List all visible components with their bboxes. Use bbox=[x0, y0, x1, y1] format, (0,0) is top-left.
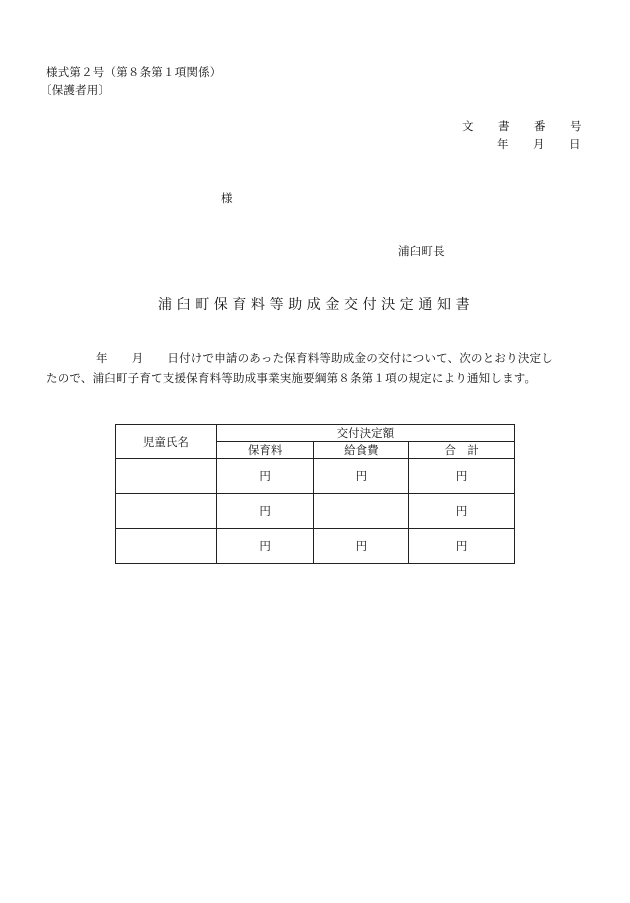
body-line-2: たので、浦臼町子育て支援保育料等助成事業実施要綱第８条第１項の規定により通知します。 bbox=[46, 371, 537, 385]
fee-cell: 円 bbox=[216, 494, 314, 529]
recipient-suffix: 様 bbox=[221, 191, 233, 205]
body-text: 日付けで申請のあった保育料等助成金の交付について、次のとおり決定し bbox=[167, 351, 553, 365]
total-cell: 円 bbox=[409, 459, 515, 494]
child-name-header: 児童氏名 bbox=[116, 425, 217, 459]
meal-cell: 円 bbox=[314, 459, 409, 494]
amount-group-header: 交付決定額 bbox=[216, 425, 514, 442]
document-number bbox=[462, 118, 582, 134]
docnum-char: 号 bbox=[570, 119, 582, 133]
meal-cell: 円 bbox=[314, 529, 409, 564]
body-month: 月 bbox=[131, 351, 144, 365]
docnum-char: 書 bbox=[498, 119, 510, 133]
fee-cell: 円 bbox=[216, 459, 314, 494]
body-line-1 bbox=[96, 350, 553, 366]
meal-cell bbox=[314, 494, 409, 529]
decision-table bbox=[115, 424, 515, 564]
sender: 浦臼町長 bbox=[398, 244, 445, 258]
date-day: 日 bbox=[569, 137, 581, 151]
fee-header: 保育料 bbox=[216, 442, 314, 459]
child-name-cell bbox=[116, 459, 217, 494]
table-row bbox=[116, 459, 515, 494]
table-row bbox=[116, 494, 515, 529]
total-header: 合 計 bbox=[409, 442, 515, 459]
child-name-cell bbox=[116, 494, 217, 529]
total-cell: 円 bbox=[409, 494, 515, 529]
child-name-cell bbox=[116, 529, 217, 564]
form-number: 様式第２号（第８条第１項関係） bbox=[46, 65, 222, 79]
docnum-char: 番 bbox=[534, 119, 546, 133]
meal-header: 給食費 bbox=[314, 442, 409, 459]
document-date bbox=[497, 136, 581, 152]
date-month: 月 bbox=[533, 137, 545, 151]
body-year: 年 bbox=[96, 351, 108, 365]
fee-cell: 円 bbox=[216, 529, 314, 564]
audience-label: 〔保護者用〕 bbox=[40, 83, 111, 97]
docnum-char: 文 bbox=[462, 119, 474, 133]
document-title: 浦臼町保育料等助成金交付決定通知書 bbox=[158, 297, 475, 313]
date-year: 年 bbox=[497, 137, 509, 151]
total-cell: 円 bbox=[409, 529, 515, 564]
table-row bbox=[116, 529, 515, 564]
